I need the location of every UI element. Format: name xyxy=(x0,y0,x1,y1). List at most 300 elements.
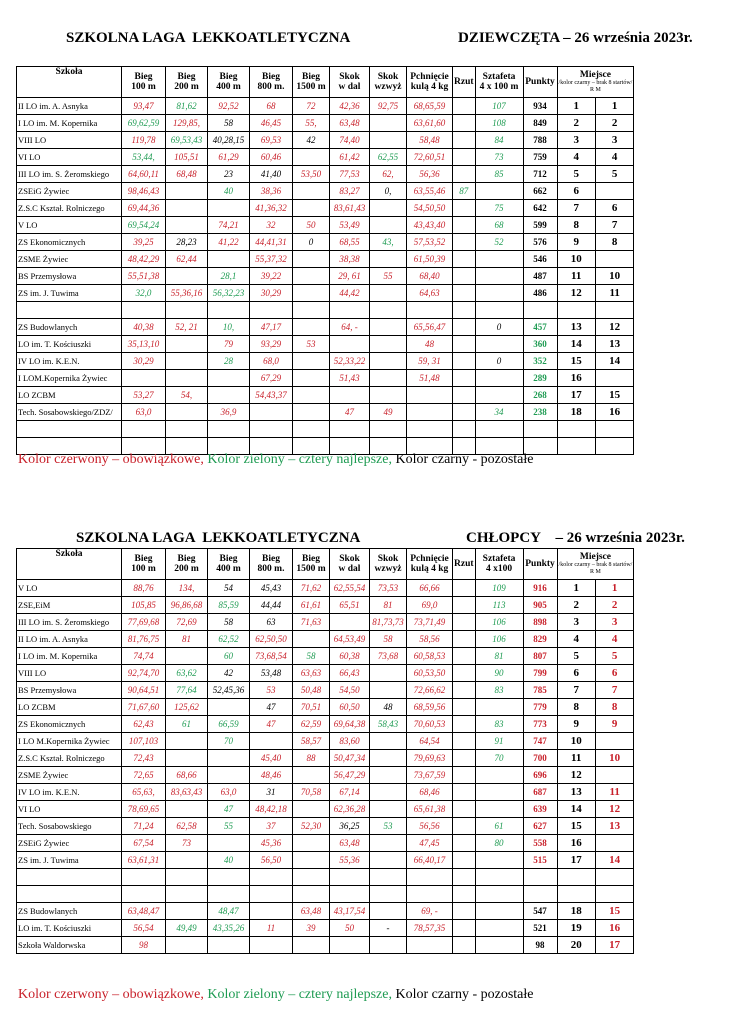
place-cell: 15 xyxy=(595,903,633,920)
result-cell xyxy=(475,937,523,954)
result-cell: 51,43 xyxy=(330,370,370,387)
column-header: Miejsce /kolor czarny – brak 8 startów/ R M xyxy=(557,67,634,98)
result-cell xyxy=(122,370,166,387)
result-cell: 45,40 xyxy=(250,750,293,767)
result-cell: 69,64,38 xyxy=(330,716,370,733)
result-cell: 45,36 xyxy=(250,835,293,852)
table-row xyxy=(17,682,634,699)
table-row xyxy=(17,886,634,903)
result-cell: 65,56,47 xyxy=(407,319,453,336)
school-name-cell: V LO xyxy=(17,580,122,597)
result-cell: 93,47 xyxy=(122,98,166,115)
result-cell: 61,42 xyxy=(330,149,370,166)
table-row xyxy=(17,285,634,302)
result-cell xyxy=(453,251,476,268)
result-cell: 70,60,53 xyxy=(407,716,453,733)
column-header: Bieg 100 m xyxy=(122,549,166,580)
result-cell xyxy=(166,217,208,234)
school-name-cell: I LO M.Kopernika Żywiec xyxy=(17,733,122,750)
table-row xyxy=(17,750,634,767)
school-name-cell: VI LO xyxy=(17,149,122,166)
result-cell: 71,63 xyxy=(293,614,330,631)
result-cell: 53 xyxy=(250,682,293,699)
table-row xyxy=(17,648,634,665)
place-cell: 13 xyxy=(557,319,595,336)
result-cell xyxy=(293,319,330,336)
result-cell: 70 xyxy=(208,733,250,750)
place-cell xyxy=(595,869,633,886)
result-cell: 83,60 xyxy=(330,733,370,750)
result-cell xyxy=(475,370,523,387)
result-cell xyxy=(250,869,293,886)
result-cell xyxy=(370,903,407,920)
result-cell: 65,63, xyxy=(122,784,166,801)
result-cell: 37 xyxy=(250,818,293,835)
legend-item: Kolor czerwony – obowiązkowe, xyxy=(18,452,208,467)
result-cell: 60,53,50 xyxy=(407,665,453,682)
school-name-cell: III LO im. S. Żeromskiego xyxy=(17,614,122,631)
table-row xyxy=(17,302,634,319)
place-cell: 8 xyxy=(557,217,595,234)
result-cell xyxy=(208,937,250,954)
place-cell: 7 xyxy=(595,682,633,699)
result-cell xyxy=(453,903,476,920)
points-cell: 98 xyxy=(523,937,557,954)
result-cell xyxy=(370,336,407,353)
result-cell xyxy=(122,302,166,319)
school-name-cell: LO ZCBM xyxy=(17,699,122,716)
school-name-cell: VI LO xyxy=(17,801,122,818)
result-cell: 50 xyxy=(330,920,370,937)
table-row xyxy=(17,580,634,597)
table-row xyxy=(17,903,634,920)
column-header: Pchnięcie kulą 4 kg xyxy=(407,67,453,98)
table-row xyxy=(17,268,634,285)
result-cell: 55 xyxy=(370,268,407,285)
place-cell: 8 xyxy=(595,234,633,251)
result-cell xyxy=(453,631,476,648)
result-cell: 44,41,31 xyxy=(250,234,293,251)
result-cell: 0, xyxy=(370,183,407,200)
result-cell: 43, xyxy=(370,234,407,251)
result-cell xyxy=(166,336,208,353)
place-cell: 20 xyxy=(557,937,595,954)
result-cell: 67,29 xyxy=(250,370,293,387)
school-name-cell: ZS Ekonomicznych xyxy=(17,716,122,733)
result-cell: 53,44, xyxy=(122,149,166,166)
column-header: Bieg 400 m xyxy=(208,67,250,98)
result-cell: 60,38 xyxy=(330,648,370,665)
result-cell xyxy=(370,835,407,852)
points-cell: 515 xyxy=(523,852,557,869)
result-cell: 54,50 xyxy=(330,682,370,699)
column-header: Bieg 100 m xyxy=(122,67,166,98)
school-name-cell: LO im. T. Kościuszki xyxy=(17,336,122,353)
place-cell: 19 xyxy=(557,920,595,937)
result-cell: 61 xyxy=(166,716,208,733)
result-cell: 72,66,62 xyxy=(407,682,453,699)
table-row xyxy=(17,421,634,438)
school-name-cell: III LO im. S. Żeromskiego xyxy=(17,166,122,183)
result-cell: 105,51 xyxy=(166,149,208,166)
result-cell xyxy=(453,818,476,835)
place-cell: 14 xyxy=(595,353,633,370)
result-cell xyxy=(453,404,476,421)
school-name-cell: Z.S.C Kształ. Rolniczego xyxy=(17,200,122,217)
result-cell: 36,25 xyxy=(330,818,370,835)
place-cell: 1 xyxy=(557,98,595,115)
result-cell: 60,58,53 xyxy=(407,648,453,665)
result-cell: 44,42 xyxy=(330,285,370,302)
result-cell xyxy=(370,665,407,682)
result-cell: 72,43 xyxy=(122,750,166,767)
column-header: Szkoła xyxy=(17,67,122,98)
points-cell xyxy=(523,302,557,319)
points-cell: 547 xyxy=(523,903,557,920)
points-cell: 799 xyxy=(523,665,557,682)
column-header: Bieg 200 m xyxy=(166,67,208,98)
result-cell: 35,13,10 xyxy=(122,336,166,353)
legend-item: Kolor zielony – cztery najlepsze, xyxy=(207,452,396,467)
school-name-cell: V LO xyxy=(17,217,122,234)
place-cell: 18 xyxy=(557,404,595,421)
result-cell: 48,42,29 xyxy=(122,251,166,268)
result-cell xyxy=(293,835,330,852)
result-cell xyxy=(407,404,453,421)
column-header: Bieg 800 m. xyxy=(250,549,293,580)
result-cell xyxy=(122,421,166,438)
legend-item: Kolor czarny - pozostałe xyxy=(395,452,534,467)
result-cell xyxy=(453,750,476,767)
table-row xyxy=(17,937,634,954)
result-cell: 85,59 xyxy=(208,597,250,614)
legend-item: Kolor czerwony – obowiązkowe, xyxy=(18,987,208,1002)
column-header: Skok wzwyż xyxy=(370,67,407,98)
points-cell: 916 xyxy=(523,580,557,597)
points-cell: 759 xyxy=(523,149,557,166)
result-cell: - xyxy=(370,920,407,937)
result-cell: 105,85 xyxy=(122,597,166,614)
points-cell: 696 xyxy=(523,767,557,784)
result-cell: 63,48 xyxy=(330,115,370,132)
place-cell: 16 xyxy=(595,920,633,937)
result-cell xyxy=(293,869,330,886)
girls-title-right: DZIEWCZĘTA – 26 września 2023r. xyxy=(458,30,693,46)
result-cell: 47,45 xyxy=(407,835,453,852)
result-cell: 70,58 xyxy=(293,784,330,801)
result-cell: 39,25 xyxy=(122,234,166,251)
result-cell: 63,61,60 xyxy=(407,115,453,132)
points-cell xyxy=(523,421,557,438)
result-cell: 39,22 xyxy=(250,268,293,285)
result-cell xyxy=(407,302,453,319)
result-cell: 60 xyxy=(208,648,250,665)
result-cell xyxy=(330,614,370,631)
result-cell xyxy=(453,665,476,682)
result-cell xyxy=(330,336,370,353)
result-cell: 45,43 xyxy=(250,580,293,597)
result-cell xyxy=(453,886,476,903)
result-cell xyxy=(475,268,523,285)
result-cell: 41,40 xyxy=(250,166,293,183)
points-cell: 785 xyxy=(523,682,557,699)
result-cell: 58 xyxy=(370,631,407,648)
result-cell xyxy=(208,869,250,886)
result-cell xyxy=(166,353,208,370)
result-cell xyxy=(407,869,453,886)
result-cell xyxy=(208,302,250,319)
result-cell: 68,55 xyxy=(330,234,370,251)
result-cell xyxy=(166,903,208,920)
result-cell xyxy=(330,421,370,438)
points-cell: 639 xyxy=(523,801,557,818)
result-cell: 47 xyxy=(250,699,293,716)
place-cell: 7 xyxy=(595,217,633,234)
result-cell: 40 xyxy=(208,852,250,869)
place-cell: 11 xyxy=(557,268,595,285)
result-cell: 69,0 xyxy=(407,597,453,614)
result-cell: 69,62,59 xyxy=(122,115,166,132)
result-cell: 48,46 xyxy=(250,767,293,784)
result-cell: 62,44 xyxy=(166,251,208,268)
result-cell: 53 xyxy=(293,336,330,353)
result-cell: 119,78 xyxy=(122,132,166,149)
result-cell: 53,49 xyxy=(330,217,370,234)
result-cell xyxy=(208,370,250,387)
result-cell: 84 xyxy=(475,132,523,149)
school-name-cell xyxy=(17,869,122,886)
result-cell: 64,60,11 xyxy=(122,166,166,183)
result-cell: 56,54 xyxy=(122,920,166,937)
result-cell xyxy=(475,251,523,268)
result-cell xyxy=(453,852,476,869)
boys-title-right: CHŁOPCY – 26 września 2023r. xyxy=(466,530,685,546)
result-cell: 73 xyxy=(475,149,523,166)
school-name-cell: ZSE,EiM xyxy=(17,597,122,614)
result-cell: 52,45,36 xyxy=(208,682,250,699)
table-row xyxy=(17,200,634,217)
result-cell: 64,54 xyxy=(407,733,453,750)
result-cell xyxy=(166,421,208,438)
result-cell: 50,47,34 xyxy=(330,750,370,767)
place-cell: 17 xyxy=(557,387,595,404)
place-cell: 4 xyxy=(595,631,633,648)
points-cell: 487 xyxy=(523,268,557,285)
result-cell xyxy=(475,886,523,903)
points-cell: 289 xyxy=(523,370,557,387)
result-cell: 73,67,59 xyxy=(407,767,453,784)
result-cell xyxy=(453,302,476,319)
result-cell: 62,50,50 xyxy=(250,631,293,648)
boys-title-left: SZKOLNA LAGA LEKKOATLETYCZNA xyxy=(76,530,361,546)
column-header: Skok wzwyż xyxy=(370,549,407,580)
girls-title-left: SZKOLNA LAGA LEKKOATLETYCZNA xyxy=(66,30,351,46)
result-cell: 73,68 xyxy=(370,648,407,665)
table-row xyxy=(17,767,634,784)
place-cell: 2 xyxy=(557,115,595,132)
result-cell: 53,48 xyxy=(250,665,293,682)
result-cell: 61,29 xyxy=(208,149,250,166)
result-cell: 78,57,35 xyxy=(407,920,453,937)
school-name-cell: IV LO im. K.E.N. xyxy=(17,353,122,370)
place-cell: 10 xyxy=(595,268,633,285)
result-cell: 77,64 xyxy=(166,682,208,699)
result-cell xyxy=(453,835,476,852)
result-cell: 50 xyxy=(293,217,330,234)
place-cell: 17 xyxy=(595,937,633,954)
column-header: Sztafeta 4 x 100 m xyxy=(475,67,523,98)
result-cell: 48 xyxy=(407,336,453,353)
result-cell xyxy=(475,699,523,716)
result-cell: 72,69 xyxy=(166,614,208,631)
result-cell: 88 xyxy=(293,750,330,767)
points-cell: 747 xyxy=(523,733,557,750)
result-cell xyxy=(293,251,330,268)
result-cell: 68,65,59 xyxy=(407,98,453,115)
school-name-cell: I LO im. M. Kopernika xyxy=(17,115,122,132)
place-cell: 3 xyxy=(557,132,595,149)
table-row xyxy=(17,149,634,166)
result-cell xyxy=(370,285,407,302)
place-cell: 6 xyxy=(557,183,595,200)
result-cell xyxy=(475,903,523,920)
result-cell: 62,55,54 xyxy=(330,580,370,597)
result-cell: 58 xyxy=(293,648,330,665)
result-cell xyxy=(166,852,208,869)
column-header: Bieg 800 m. xyxy=(250,67,293,98)
school-name-cell: I LOM.Kopernika Żywiec xyxy=(17,370,122,387)
result-cell: 67,14 xyxy=(330,784,370,801)
column-header: Punkty xyxy=(523,549,557,580)
table-row xyxy=(17,217,634,234)
result-cell xyxy=(166,869,208,886)
result-cell: 56,32,23 xyxy=(208,285,250,302)
result-cell xyxy=(330,387,370,404)
points-cell: 662 xyxy=(523,183,557,200)
result-cell xyxy=(293,886,330,903)
place-cell: 2 xyxy=(595,597,633,614)
result-cell: 28,23 xyxy=(166,234,208,251)
result-cell: 47,17 xyxy=(250,319,293,336)
result-cell: 68 xyxy=(250,98,293,115)
result-cell xyxy=(370,251,407,268)
column-header: Bieg 1500 m xyxy=(293,67,330,98)
result-cell xyxy=(370,801,407,818)
result-cell: 0 xyxy=(475,319,523,336)
table-row xyxy=(17,183,634,200)
place-cell: 17 xyxy=(557,852,595,869)
result-cell xyxy=(407,421,453,438)
place-cell xyxy=(595,733,633,750)
result-cell xyxy=(293,370,330,387)
result-cell xyxy=(453,920,476,937)
points-cell: 576 xyxy=(523,234,557,251)
school-name-cell: II LO im. A. Asnyka xyxy=(17,98,122,115)
result-cell xyxy=(475,387,523,404)
school-name-cell: ZSEiG Żywiec xyxy=(17,835,122,852)
result-cell xyxy=(475,869,523,886)
result-cell: 113 xyxy=(475,597,523,614)
place-cell: 11 xyxy=(557,750,595,767)
result-cell: 64,53,49 xyxy=(330,631,370,648)
result-cell xyxy=(293,149,330,166)
result-cell: 80 xyxy=(475,835,523,852)
result-cell: 58,48 xyxy=(407,132,453,149)
place-cell: 15 xyxy=(557,818,595,835)
result-cell: 81 xyxy=(475,648,523,665)
table-row xyxy=(17,319,634,336)
result-cell: 55 xyxy=(208,818,250,835)
result-cell: 79 xyxy=(208,336,250,353)
school-name-cell: BS Przemysłowa xyxy=(17,682,122,699)
points-cell: 457 xyxy=(523,319,557,336)
place-cell xyxy=(595,302,633,319)
place-cell: 16 xyxy=(557,835,595,852)
place-cell: 7 xyxy=(557,200,595,217)
result-cell: 63,48 xyxy=(293,903,330,920)
result-cell: 54 xyxy=(208,580,250,597)
result-cell: 63,0 xyxy=(208,784,250,801)
table-row xyxy=(17,132,634,149)
points-cell: 788 xyxy=(523,132,557,149)
school-name-cell: IV LO im. K.E.N. xyxy=(17,784,122,801)
result-cell xyxy=(166,404,208,421)
result-cell xyxy=(475,285,523,302)
result-cell: 28,1 xyxy=(208,268,250,285)
result-cell xyxy=(293,767,330,784)
result-cell: 40,28,15 xyxy=(208,132,250,149)
points-cell: 687 xyxy=(523,784,557,801)
place-cell: 14 xyxy=(557,801,595,818)
result-cell: 47 xyxy=(208,801,250,818)
result-cell xyxy=(453,869,476,886)
place-cell: 13 xyxy=(557,784,595,801)
place-cell: 1 xyxy=(595,580,633,597)
result-cell: 85 xyxy=(475,166,523,183)
result-cell xyxy=(407,387,453,404)
result-cell xyxy=(453,580,476,597)
result-cell: 68,66 xyxy=(166,767,208,784)
result-cell xyxy=(453,234,476,251)
result-cell: 83,61,43 xyxy=(330,200,370,217)
place-cell: 15 xyxy=(557,353,595,370)
girls-legend xyxy=(18,452,533,468)
points-cell: 268 xyxy=(523,387,557,404)
result-cell: 56,56 xyxy=(407,818,453,835)
school-name-cell: ZS Ekonomicznych xyxy=(17,234,122,251)
place-cell xyxy=(595,886,633,903)
result-cell: 107,103 xyxy=(122,733,166,750)
place-cell: 5 xyxy=(595,648,633,665)
result-cell xyxy=(453,285,476,302)
result-cell xyxy=(453,767,476,784)
result-cell xyxy=(370,682,407,699)
place-cell: 10 xyxy=(557,251,595,268)
school-name-cell xyxy=(17,302,122,319)
result-cell: 10, xyxy=(208,319,250,336)
points-cell: 546 xyxy=(523,251,557,268)
table-row xyxy=(17,251,634,268)
result-cell xyxy=(475,421,523,438)
place-cell xyxy=(595,835,633,852)
result-cell: 134, xyxy=(166,580,208,597)
result-cell xyxy=(370,852,407,869)
table-row xyxy=(17,336,634,353)
result-cell: 68,40 xyxy=(407,268,453,285)
result-cell: 81 xyxy=(370,597,407,614)
school-name-cell: LO ZCBM xyxy=(17,387,122,404)
result-cell: 87 xyxy=(453,183,476,200)
